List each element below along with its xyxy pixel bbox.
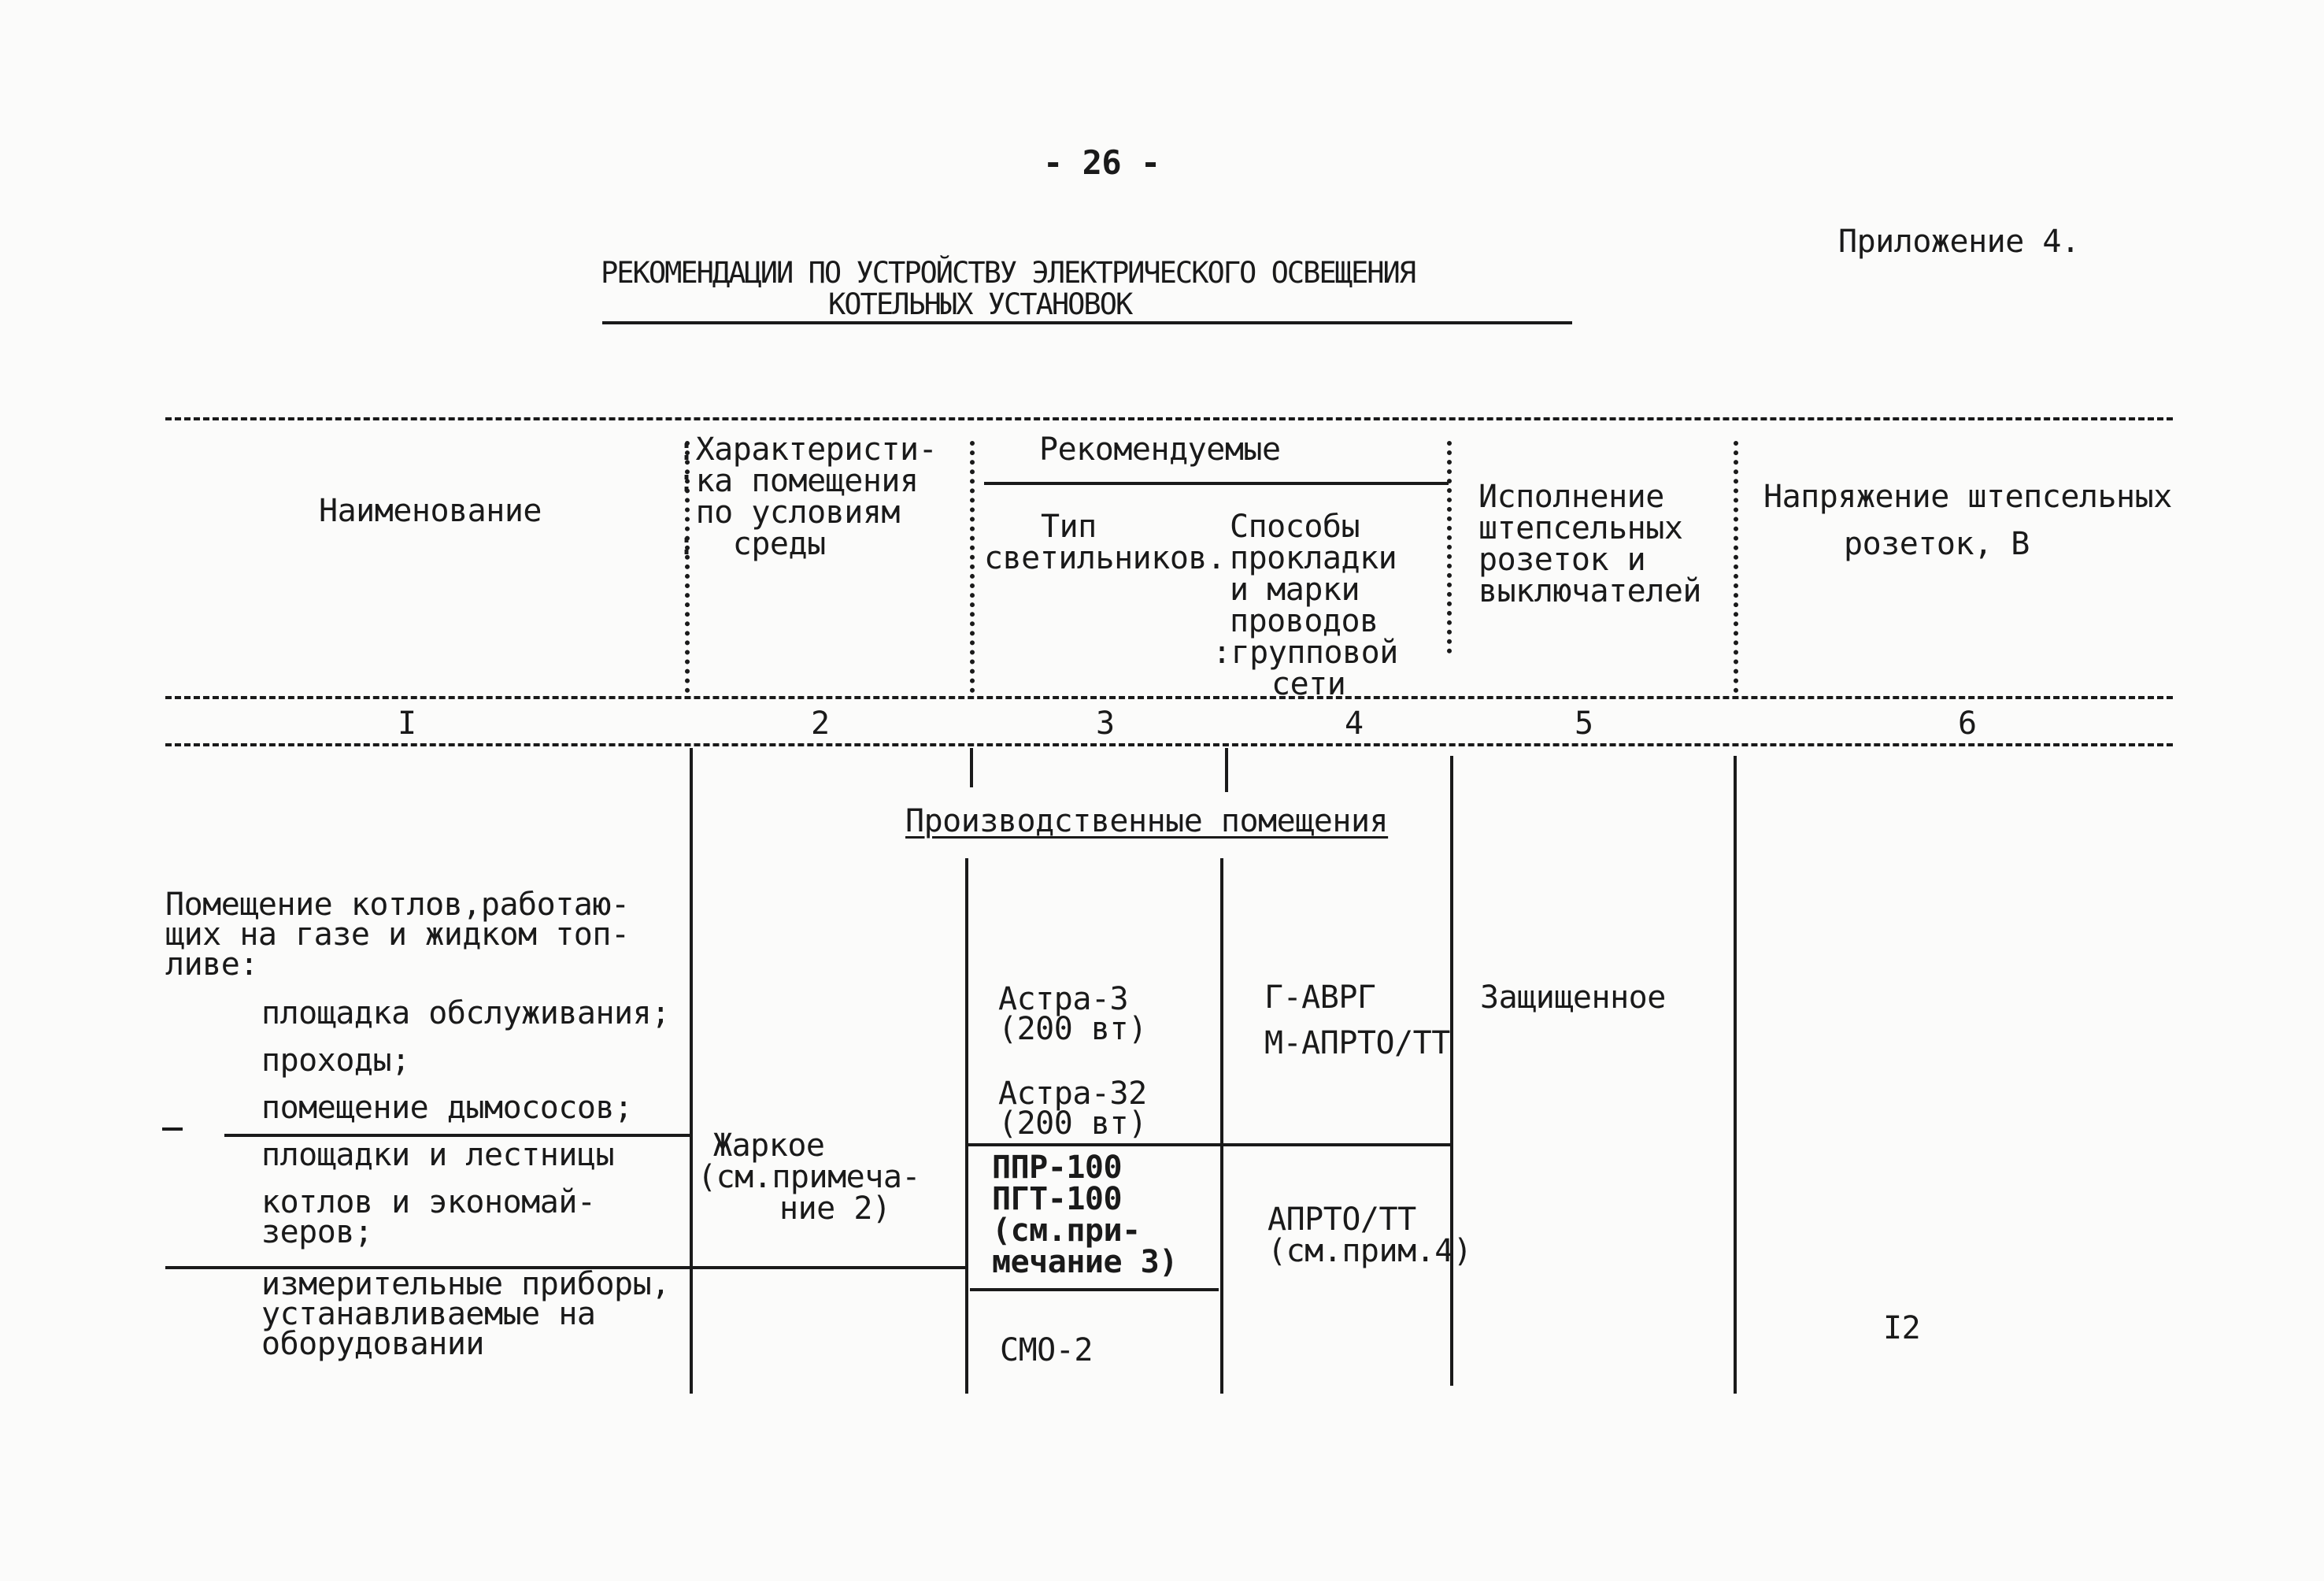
row-separator-a xyxy=(162,1127,183,1131)
document-title-line-2: КОТЕЛЬНЫХ УСТАНОВОК xyxy=(828,287,1132,321)
header-col4-line-1: Способы xyxy=(1230,509,1360,545)
area-stairs-line-2: котлов и экономай- xyxy=(261,1184,596,1220)
socket-voltage: I2 xyxy=(1883,1310,1921,1346)
area-stairs-line-3: зеров; xyxy=(261,1214,373,1250)
body-line-col5-col6 xyxy=(1734,756,1737,1394)
body-line-col2-col3 xyxy=(965,858,968,1394)
header-recommended-label: Рекомендуемые xyxy=(1039,431,1281,468)
page-number: - 26 - xyxy=(1043,143,1160,182)
lamp-astra3-line-2: (200 вт) xyxy=(998,1011,1147,1047)
header-bottom-border xyxy=(165,696,2173,699)
header-col3-line-2: светильников. xyxy=(984,540,1226,576)
header-col4-line-4: проводов xyxy=(1230,603,1378,639)
column-number-3: 3 xyxy=(1096,705,1115,742)
header-col6-line-1: Напряжение штепсельных xyxy=(1763,479,2172,515)
title-underline xyxy=(602,321,1572,324)
section-title: Производственные помещения xyxy=(905,803,1389,839)
header-col5-line-4: выключателей xyxy=(1478,573,1701,609)
document-title-line-1: РЕКОМЕНДАЦИИ ПО УСТРОЙСТВУ ЭЛЕКТРИЧЕСКОГО ОСВЕЩЕНИЯ xyxy=(601,256,1415,290)
header-col4-line-3: и марки xyxy=(1230,572,1360,608)
area-passages: проходы; xyxy=(261,1042,410,1079)
environment-line-3: ние 2) xyxy=(779,1190,891,1227)
area-smoke-exhaust-room: помещение дымососов; xyxy=(261,1090,633,1126)
wiring-a-line-2: М-АПРТО/ТТ xyxy=(1264,1025,1450,1061)
area-instruments-line-1: измерительные приборы, xyxy=(261,1266,670,1302)
lamp-ppr-line-1: ППР-100 xyxy=(992,1150,1123,1186)
area-instruments-line-3: оборудовании xyxy=(261,1326,484,1362)
area-service-platform: площадка обслуживания; xyxy=(261,995,670,1031)
numbers-bottom-border xyxy=(165,743,2173,746)
lamp-ppr-line-3: (см.при- xyxy=(992,1213,1141,1249)
body-line-col2-col3-top xyxy=(970,748,973,787)
area-stairs-line-1: площадки и лестницы xyxy=(261,1137,615,1173)
header-col5-line-1: Исполнение xyxy=(1478,479,1664,515)
room-title-line-1: Помещение котлов,работаю- xyxy=(165,887,630,923)
header-col4-line-5: :групповой xyxy=(1212,635,1398,671)
room-title-line-2: щих на газе и жидком топ- xyxy=(165,916,630,953)
area-instruments-line-2: устанавливаемые на xyxy=(261,1296,596,1332)
wiring-a-line-1: Г-АВРГ xyxy=(1264,979,1376,1016)
lamp-astra32-line-1: Астра-32 xyxy=(998,1076,1147,1112)
lamp-ppr-line-2: ПГТ-100 xyxy=(992,1181,1123,1217)
body-line-col4-col5 xyxy=(1450,756,1453,1386)
header-col2-line-1: :Характеристи- xyxy=(677,431,938,468)
wiring-b-line-1: АПРТО/ТТ xyxy=(1267,1201,1416,1238)
room-title-line-3: ливе: xyxy=(165,946,258,983)
environment-line-1: Жаркое xyxy=(713,1127,825,1164)
wiring-b-line-2: (см.прим.4) xyxy=(1267,1233,1472,1269)
lamp-smo2: СМО-2 xyxy=(1000,1332,1093,1368)
table-top-border xyxy=(165,417,2173,420)
header-col5-line-3: розеток и xyxy=(1478,542,1646,578)
lamp-astra3-line-1: Астра-3 xyxy=(998,981,1129,1017)
column-number-1: I xyxy=(398,705,416,742)
header-col5-line-2: штепсельных xyxy=(1478,510,1683,546)
body-line-col3-col4 xyxy=(1220,858,1223,1394)
header-separator-2 xyxy=(970,441,975,693)
lamp-astra32-line-2: (200 вт) xyxy=(998,1105,1147,1142)
header-col2-line-2: :ка помещения xyxy=(677,463,919,499)
socket-type: Защищенное xyxy=(1480,979,1666,1016)
appendix-label: Приложение 4. xyxy=(1838,224,2080,260)
column-number-5: 5 xyxy=(1575,705,1593,742)
column-number-6: 6 xyxy=(1958,705,1977,742)
lamp-ppr-line-4: мечание 3) xyxy=(992,1244,1178,1280)
column-number-2: 2 xyxy=(811,705,830,742)
header-separator-1 xyxy=(685,441,690,693)
header-col2-line-3: по условиям xyxy=(677,494,900,531)
header-col4-line-2: прокладки xyxy=(1230,540,1397,576)
header-col6-line-2: розеток, В xyxy=(1844,526,2030,562)
recommended-underline xyxy=(984,482,1449,485)
column-number-4: 4 xyxy=(1345,705,1364,742)
environment-line-2: (см.примеча- xyxy=(698,1159,920,1195)
header-col1-label: Наименование xyxy=(319,493,542,529)
header-separator-4 xyxy=(1447,441,1452,654)
header-col3-line-1: Тип xyxy=(1041,509,1097,545)
header-col4-line-6: сети xyxy=(1271,666,1346,702)
header-separator-5 xyxy=(1734,441,1738,693)
lamp-ppr-underline xyxy=(970,1288,1219,1291)
body-line-col3-col4-top xyxy=(1225,748,1228,792)
header-col2-line-4: : среды xyxy=(677,526,826,562)
row-separator-a-right xyxy=(965,1143,1453,1146)
body-line-col1-col2 xyxy=(690,748,693,1394)
